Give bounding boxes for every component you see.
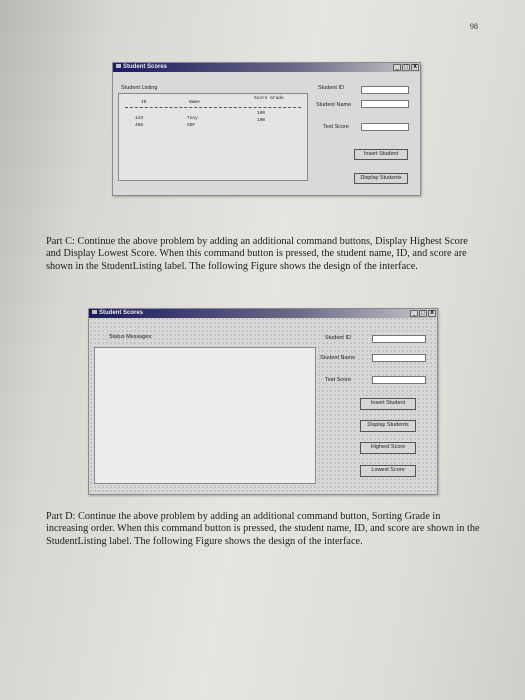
- status-messages-label: Status Messages:: [109, 334, 153, 340]
- display-students-button[interactable]: Display Students: [360, 420, 416, 432]
- student-name-label: Student Name: [316, 102, 352, 108]
- window-title: Student Scores: [99, 310, 144, 316]
- app-icon: [116, 64, 121, 68]
- row-2-id: 456: [135, 123, 144, 128]
- highest-score-button[interactable]: Highest Score: [360, 442, 416, 454]
- test-score-label: Test Score: [323, 124, 349, 130]
- student-name-input[interactable]: [361, 100, 409, 108]
- status-messages-box: [94, 347, 316, 484]
- row-1-id: 123: [135, 116, 144, 121]
- window-title: Student Scores: [123, 64, 168, 70]
- student-id-label: Student ID: [318, 85, 344, 91]
- test-score-input[interactable]: [372, 376, 426, 384]
- title-bar: [89, 309, 437, 318]
- header-name: Name: [189, 100, 200, 105]
- display-students-button[interactable]: Display Students: [354, 173, 408, 184]
- part-d-paragraph: Part D: Continue the above problem by adding an additional command button, Sorting Grade in increasing order. When this command button is pressed, the student name, ID, and score are shown in the StudentListing label. The following Figure shows the design of the interface.: [46, 511, 480, 547]
- student-name-label: Student Name: [320, 355, 356, 361]
- row-2-name: SDF: [187, 123, 196, 128]
- student-id-input[interactable]: [372, 335, 426, 343]
- maximize-button[interactable]: □: [403, 64, 409, 70]
- student-scores-window-1: [112, 62, 421, 196]
- minimize-button[interactable]: _: [393, 64, 401, 71]
- row-1-name: Tony: [187, 116, 198, 121]
- part-c-paragraph: Part C: Continue the above problem by adding an additional command buttons, Display Highest Score and Display Lowest Score. When this command button is pressed, the student name, ID, and score are shown in the StudentListing label. The following Figure shows the design of the interface.: [46, 236, 468, 272]
- header-score-grade: Score Grade: [254, 96, 284, 101]
- close-button[interactable]: X: [428, 310, 436, 317]
- page-number: 98: [470, 22, 478, 31]
- test-score-label: Test Score: [325, 377, 351, 383]
- test-score-input[interactable]: [361, 123, 409, 131]
- lowest-score-button[interactable]: Lowest Score: [360, 465, 416, 477]
- student-listing-box: [118, 93, 308, 181]
- maximize-button[interactable]: □: [420, 310, 426, 316]
- student-listing-label: Student Listing: [121, 85, 158, 91]
- header-id: ID: [141, 100, 147, 105]
- close-button[interactable]: X: [411, 64, 419, 71]
- header-divider: [125, 107, 301, 108]
- student-scores-window-2: [88, 308, 438, 495]
- student-name-input[interactable]: [372, 354, 426, 362]
- student-id-label: Student ID: [325, 335, 351, 341]
- row-1-score: 100: [257, 111, 266, 116]
- student-id-input[interactable]: [361, 86, 409, 94]
- row-2-score: 100: [257, 118, 266, 123]
- insert-student-button[interactable]: Insert Student: [354, 149, 408, 160]
- minimize-button[interactable]: _: [410, 310, 418, 317]
- insert-student-button[interactable]: Insert Student: [360, 398, 416, 410]
- title-bar: [113, 63, 420, 72]
- app-icon: [92, 310, 97, 314]
